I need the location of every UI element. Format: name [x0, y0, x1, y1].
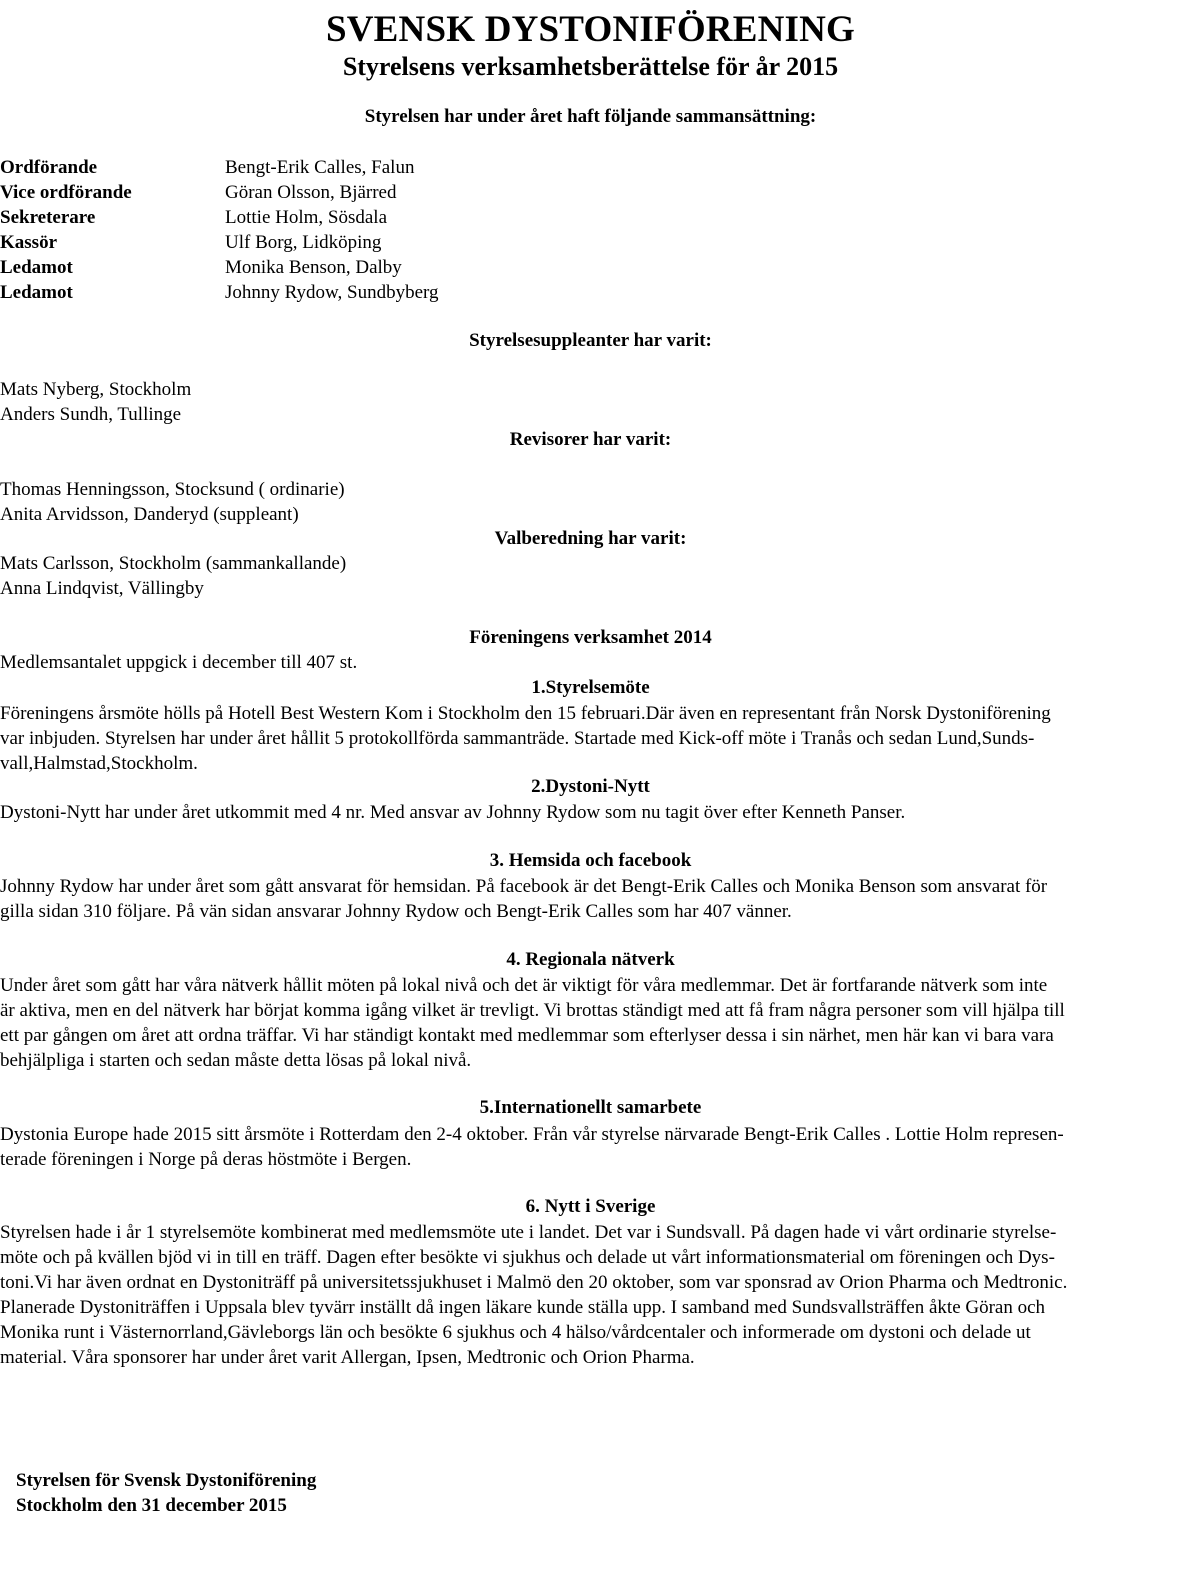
- section-paragraph: [0, 1220, 1168, 1370]
- members-count-text: Medlemsantalet uppgick i december till 407 st.: [0, 652, 358, 673]
- section-heading: 4. Regionala nätverk: [506, 949, 675, 970]
- activity-heading: Föreningens verksamhet 2014: [469, 627, 712, 648]
- footer-signature: Styrelsen för Svensk Dystoniförening: [16, 1470, 317, 1491]
- paragraph-line: ett par gången om året att ordna träffar. Vi har ständigt kontakt med medlemmar som efterlyser dessa i sin närhet, men här kan vi bara vara: [0, 1025, 1054, 1046]
- paragraph-line: vall,Halmstad,Stockholm.: [0, 753, 198, 774]
- paragraph-line: var inbjuden. Styrelsen har under året hållit 5 protokollförda sammanträde. Startade med Kick-off möte i Tranås och sedan Lund,Sunds-: [0, 728, 1035, 749]
- deputies-heading: Styrelsesuppleanter har varit:: [469, 330, 712, 351]
- section-paragraph: [0, 701, 1168, 776]
- paragraph-line: toni.Vi har även ordnat en Dystoniträff på universitetssjukhuset i Malmö den 20 oktober, som var sponsrad av Orion Pharma och Medtronic.: [0, 1272, 1068, 1293]
- board-role: Ordförande: [0, 157, 98, 178]
- board-role: Kassör: [0, 232, 57, 253]
- deputy-item: Mats Nyberg, Stockholm: [0, 379, 192, 400]
- board-person: Lottie Holm, Sösdala: [225, 207, 388, 228]
- board-role: Ledamot: [0, 282, 73, 303]
- auditors-heading: Revisorer har varit:: [509, 429, 672, 450]
- paragraph-line: Dystoni-Nytt har under året utkommit med 4 nr. Med ansvar av Johnny Rydow som nu tagit över efter Kenneth Panser.: [0, 802, 906, 823]
- deputy-item: Anders Sundh, Tullinge: [0, 404, 182, 425]
- board-heading: Styrelsen har under året haft följande sammansättning:: [364, 106, 817, 127]
- section-paragraph: [0, 800, 1168, 825]
- document-title: SVENSK DYSTONIFÖRENING: [325, 9, 856, 50]
- board-person: Göran Olsson, Bjärred: [225, 182, 397, 203]
- board-role: Sekreterare: [0, 207, 96, 228]
- paragraph-line: terade föreningen i Norge på deras höstmöte i Bergen.: [0, 1149, 412, 1170]
- board-person: Bengt-Erik Calles, Falun: [225, 157, 415, 178]
- nomination-heading: Valberedning har varit:: [494, 528, 687, 549]
- section-paragraph: [0, 874, 1168, 924]
- paragraph-line: material. Våra sponsorer har under året varit Allergan, Ipsen, Medtronic och Orion Pharma.: [0, 1347, 695, 1368]
- board-person: Monika Benson, Dalby: [225, 257, 402, 278]
- board-role: Ledamot: [0, 257, 73, 278]
- section-paragraph: [0, 973, 1168, 1073]
- section-heading: 1.Styrelsemöte: [531, 677, 650, 698]
- section-heading: 5.Internationellt samarbete: [479, 1097, 702, 1118]
- nomination-item: Mats Carlsson, Stockholm (sammankallande): [0, 553, 347, 574]
- paragraph-line: Monika runt i Västernorrland,Gävleborgs län och besökte 6 sjukhus och 4 hälso/vårdcentaler och informerade om dystoni och delade ut: [0, 1322, 1031, 1343]
- section-heading: 2.Dystoni-Nytt: [531, 776, 650, 797]
- paragraph-line: Föreningens årsmöte hölls på Hotell Best Western Kom i Stockholm den 15 februari.Där även en representant från Norsk Dystoniförening: [0, 703, 1051, 724]
- paragraph-line: Under året som gått har våra nätverk hållit möten på lokal nivå och det är viktigt för våra medlemmar. Det är fortfarande nätverk som inte: [0, 975, 1048, 996]
- section-heading: 6. Nytt i Sverige: [525, 1196, 656, 1217]
- board-person: Ulf Borg, Lidköping: [225, 232, 382, 253]
- footer-place-date: Stockholm den 31 december 2015: [16, 1495, 287, 1516]
- section-paragraph: [0, 1122, 1168, 1172]
- board-role: Vice ordförande: [0, 182, 132, 203]
- auditor-item: Anita Arvidsson, Danderyd (suppleant): [0, 504, 299, 525]
- paragraph-line: Styrelsen hade i år 1 styrelsemöte kombinerat med medlemsmöte ute i landet. Det var i Sundsvall. På dagen hade vi vårt ordinarie styrelse-: [0, 1222, 1057, 1243]
- paragraph-line: Dystonia Europe hade 2015 sitt årsmöte i Rotterdam den 2-4 oktober. Från vår styrelse närvarade Bengt-Erik Calles . Lottie Holm represen-: [0, 1124, 1064, 1145]
- paragraph-line: behjälpliga i starten och sedan måste detta lösas på lokal nivå.: [0, 1050, 472, 1071]
- paragraph-line: möte och på kvällen bjöd vi in till en träff. Dagen efter besökte vi sjukhus och delade ut vårt informationsmaterial om föreningen och Dys-: [0, 1247, 1055, 1268]
- document-subtitle: Styrelsens verksamhetsberättelse för år 2015: [342, 52, 839, 81]
- board-person: Johnny Rydow, Sundbyberg: [225, 282, 439, 303]
- auditor-item: Thomas Henningsson, Stocksund ( ordinarie): [0, 479, 345, 500]
- nomination-item: Anna Lindqvist, Vällingby: [0, 578, 204, 599]
- section-heading: 3. Hemsida och facebook: [489, 850, 692, 871]
- paragraph-line: är aktiva, men en del nätverk har börjat komma igång vilket är trevligt. Vi brottas ständigt med att få fram några personer som vill hjälpa till: [0, 1000, 1065, 1021]
- paragraph-line: gilla sidan 310 följare. På vän sidan ansvarar Johnny Rydow och Bengt-Erik Calles som har 407 vänner.: [0, 901, 792, 922]
- paragraph-line: Johnny Rydow har under året som gått ansvarat för hemsidan. På facebook är det Bengt-Erik Calles och Monika Benson som ansvarat för: [0, 876, 1048, 897]
- paragraph-line: Planerade Dystoniträffen i Uppsala blev tyvärr inställt då ingen läkare kunde ställa upp. I samband med Sundsvallsträffen åkte Göran och: [0, 1297, 1046, 1318]
